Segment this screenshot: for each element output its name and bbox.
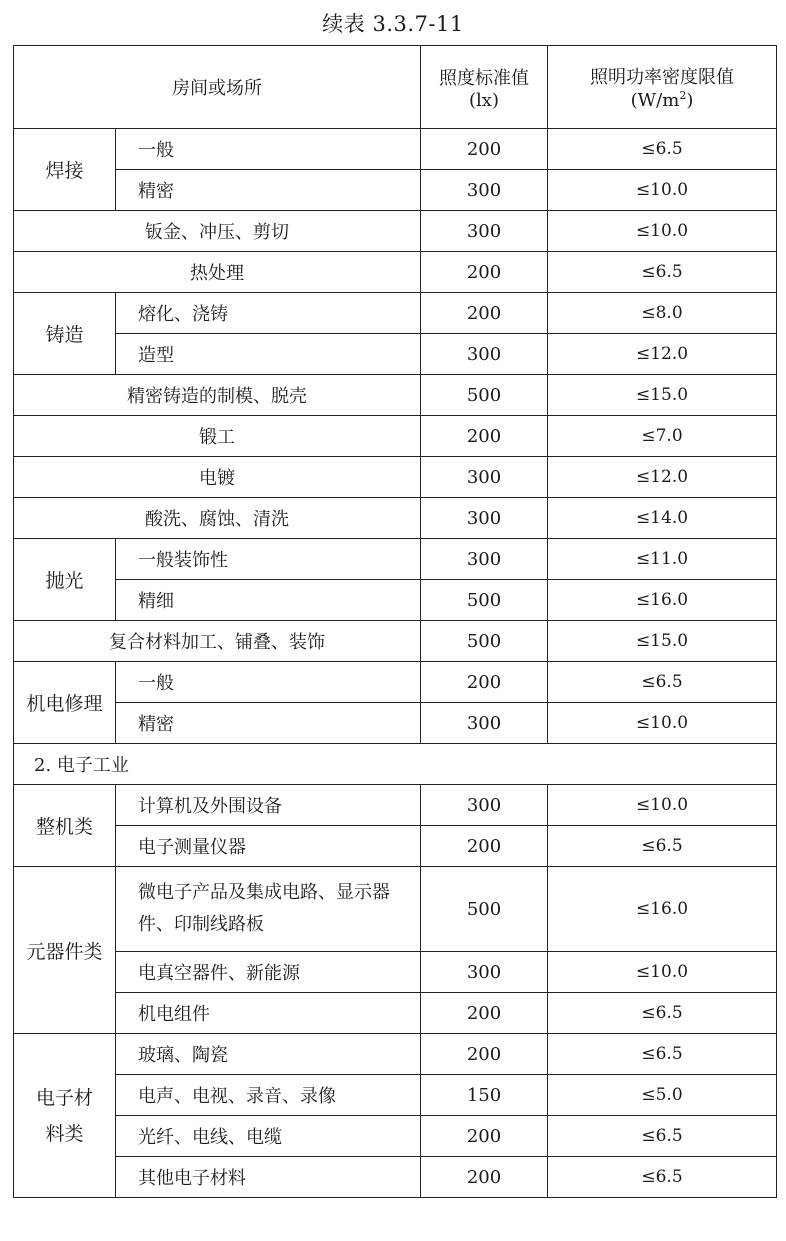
table-row	[14, 252, 777, 293]
lpd-cell: ≤6.5	[548, 662, 777, 703]
table-row	[14, 375, 777, 416]
room-cell: 精密	[116, 703, 421, 744]
lux-cell: 300	[421, 703, 548, 744]
lpd-cell: ≤6.5	[548, 1034, 777, 1075]
room-cell: 玻璃、陶瓷	[116, 1034, 421, 1075]
lpd-cell: ≤10.0	[548, 785, 777, 826]
lux-cell: 300	[421, 952, 548, 993]
table-row	[14, 293, 777, 334]
room-cell: 微电子产品及集成电路、显示器件、印制线路板	[116, 867, 421, 952]
header-power-density: 照明功率密度限值 $(W/m^2)$	[548, 46, 777, 129]
table-row	[14, 211, 777, 252]
table-row	[14, 662, 777, 703]
table-row	[14, 498, 777, 539]
room-cell: 一般装饰性	[116, 539, 421, 580]
lpd-cell: ≤6.5	[548, 1157, 777, 1198]
lux-cell: 300	[421, 498, 548, 539]
table-row	[14, 334, 777, 375]
lux-cell: 300	[421, 334, 548, 375]
table-row	[14, 785, 777, 826]
table-row	[14, 826, 777, 867]
room-cell: 酸洗、腐蚀、清洗	[14, 498, 421, 539]
room-cell: 电子测量仪器	[116, 826, 421, 867]
lux-cell: 200	[421, 1157, 548, 1198]
section-row	[14, 744, 777, 785]
table-row	[14, 952, 777, 993]
table-row	[14, 621, 777, 662]
table-row	[14, 170, 777, 211]
lux-cell: 300	[421, 785, 548, 826]
table-row	[14, 457, 777, 498]
section-heading: 2. 电子工业	[14, 744, 777, 785]
lpd-cell: ≤6.5	[548, 826, 777, 867]
lighting-density-table	[13, 45, 777, 1198]
room-cell: 精密	[116, 170, 421, 211]
table-row	[14, 1034, 777, 1075]
group-cell: 整机类	[14, 785, 116, 867]
lux-cell: 200	[421, 662, 548, 703]
lux-cell: 200	[421, 252, 548, 293]
header-row	[14, 46, 777, 129]
room-cell: 计算机及外围设备	[116, 785, 421, 826]
room-cell: 熔化、浇铸	[116, 293, 421, 334]
lux-cell: 200	[421, 993, 548, 1034]
lux-cell: 300	[421, 539, 548, 580]
lux-cell: 300	[421, 170, 548, 211]
lux-cell: 200	[421, 416, 548, 457]
room-cell: 电真空器件、新能源	[116, 952, 421, 993]
lux-cell: 300	[421, 211, 548, 252]
table-row	[14, 129, 777, 170]
lux-cell: 200	[421, 1116, 548, 1157]
room-cell: 光纤、电线、电缆	[116, 1116, 421, 1157]
lux-cell: 500	[421, 867, 548, 952]
lux-cell: 200	[421, 826, 548, 867]
lux-cell: 200	[421, 129, 548, 170]
room-cell: 造型	[116, 334, 421, 375]
lpd-cell: ≤5.0	[548, 1075, 777, 1116]
room-cell: 精密铸造的制模、脱壳	[14, 375, 421, 416]
room-cell: 一般	[116, 129, 421, 170]
room-cell: 其他电子材料	[116, 1157, 421, 1198]
group-cell: 机电修理	[14, 662, 116, 744]
room-cell: 一般	[116, 662, 421, 703]
table-row	[14, 580, 777, 621]
lpd-cell: ≤6.5	[548, 993, 777, 1034]
table-row	[14, 993, 777, 1034]
room-cell: 电镀	[14, 457, 421, 498]
lpd-cell: ≤12.0	[548, 334, 777, 375]
lpd-cell: ≤16.0	[548, 580, 777, 621]
table-caption: 续表 3.3.7-11	[322, 12, 464, 36]
lpd-cell: ≤14.0	[548, 498, 777, 539]
lux-cell: 500	[421, 621, 548, 662]
room-cell: 热处理	[14, 252, 421, 293]
lpd-cell: ≤6.5	[548, 1116, 777, 1157]
lpd-cell: ≤10.0	[548, 170, 777, 211]
room-cell: 精细	[116, 580, 421, 621]
lux-cell: 500	[421, 580, 548, 621]
table-row	[14, 1075, 777, 1116]
table-row	[14, 867, 777, 952]
room-cell: 锻工	[14, 416, 421, 457]
lpd-cell: ≤16.0	[548, 867, 777, 952]
lpd-cell: ≤6.5	[548, 252, 777, 293]
room-cell: 机电组件	[116, 993, 421, 1034]
room-cell: 电声、电视、录音、录像	[116, 1075, 421, 1116]
lpd-cell: ≤10.0	[548, 211, 777, 252]
lpd-cell: ≤10.0	[548, 952, 777, 993]
lpd-cell: ≤8.0	[548, 293, 777, 334]
lux-cell: 200	[421, 293, 548, 334]
lpd-cell: ≤6.5	[548, 129, 777, 170]
lpd-cell: ≤12.0	[548, 457, 777, 498]
lpd-cell: ≤15.0	[548, 621, 777, 662]
room-cell: 复合材料加工、铺叠、装饰	[14, 621, 421, 662]
lpd-cell: ≤15.0	[548, 375, 777, 416]
lux-cell: 200	[421, 1034, 548, 1075]
room-cell: 钣金、冲压、剪切	[14, 211, 421, 252]
lpd-cell: ≤7.0	[548, 416, 777, 457]
header-room: 房间或场所	[14, 46, 421, 129]
table-row	[14, 539, 777, 580]
table-row	[14, 703, 777, 744]
group-cell: 抛光	[14, 539, 116, 621]
table-row	[14, 1157, 777, 1198]
lpd-cell: ≤10.0	[548, 703, 777, 744]
table-row	[14, 1116, 777, 1157]
group-cell: 焊接	[14, 129, 116, 211]
lux-cell: 500	[421, 375, 548, 416]
table-row	[14, 416, 777, 457]
lux-cell: 300	[421, 457, 548, 498]
header-illuminance: 照度标准值 (lx)	[421, 46, 548, 129]
group-cell: 铸造	[14, 293, 116, 375]
lpd-cell: ≤11.0	[548, 539, 777, 580]
group-cell: 元器件类	[14, 867, 116, 1034]
group-cell: 电子材 料类	[14, 1034, 116, 1198]
lux-cell: 150	[421, 1075, 548, 1116]
